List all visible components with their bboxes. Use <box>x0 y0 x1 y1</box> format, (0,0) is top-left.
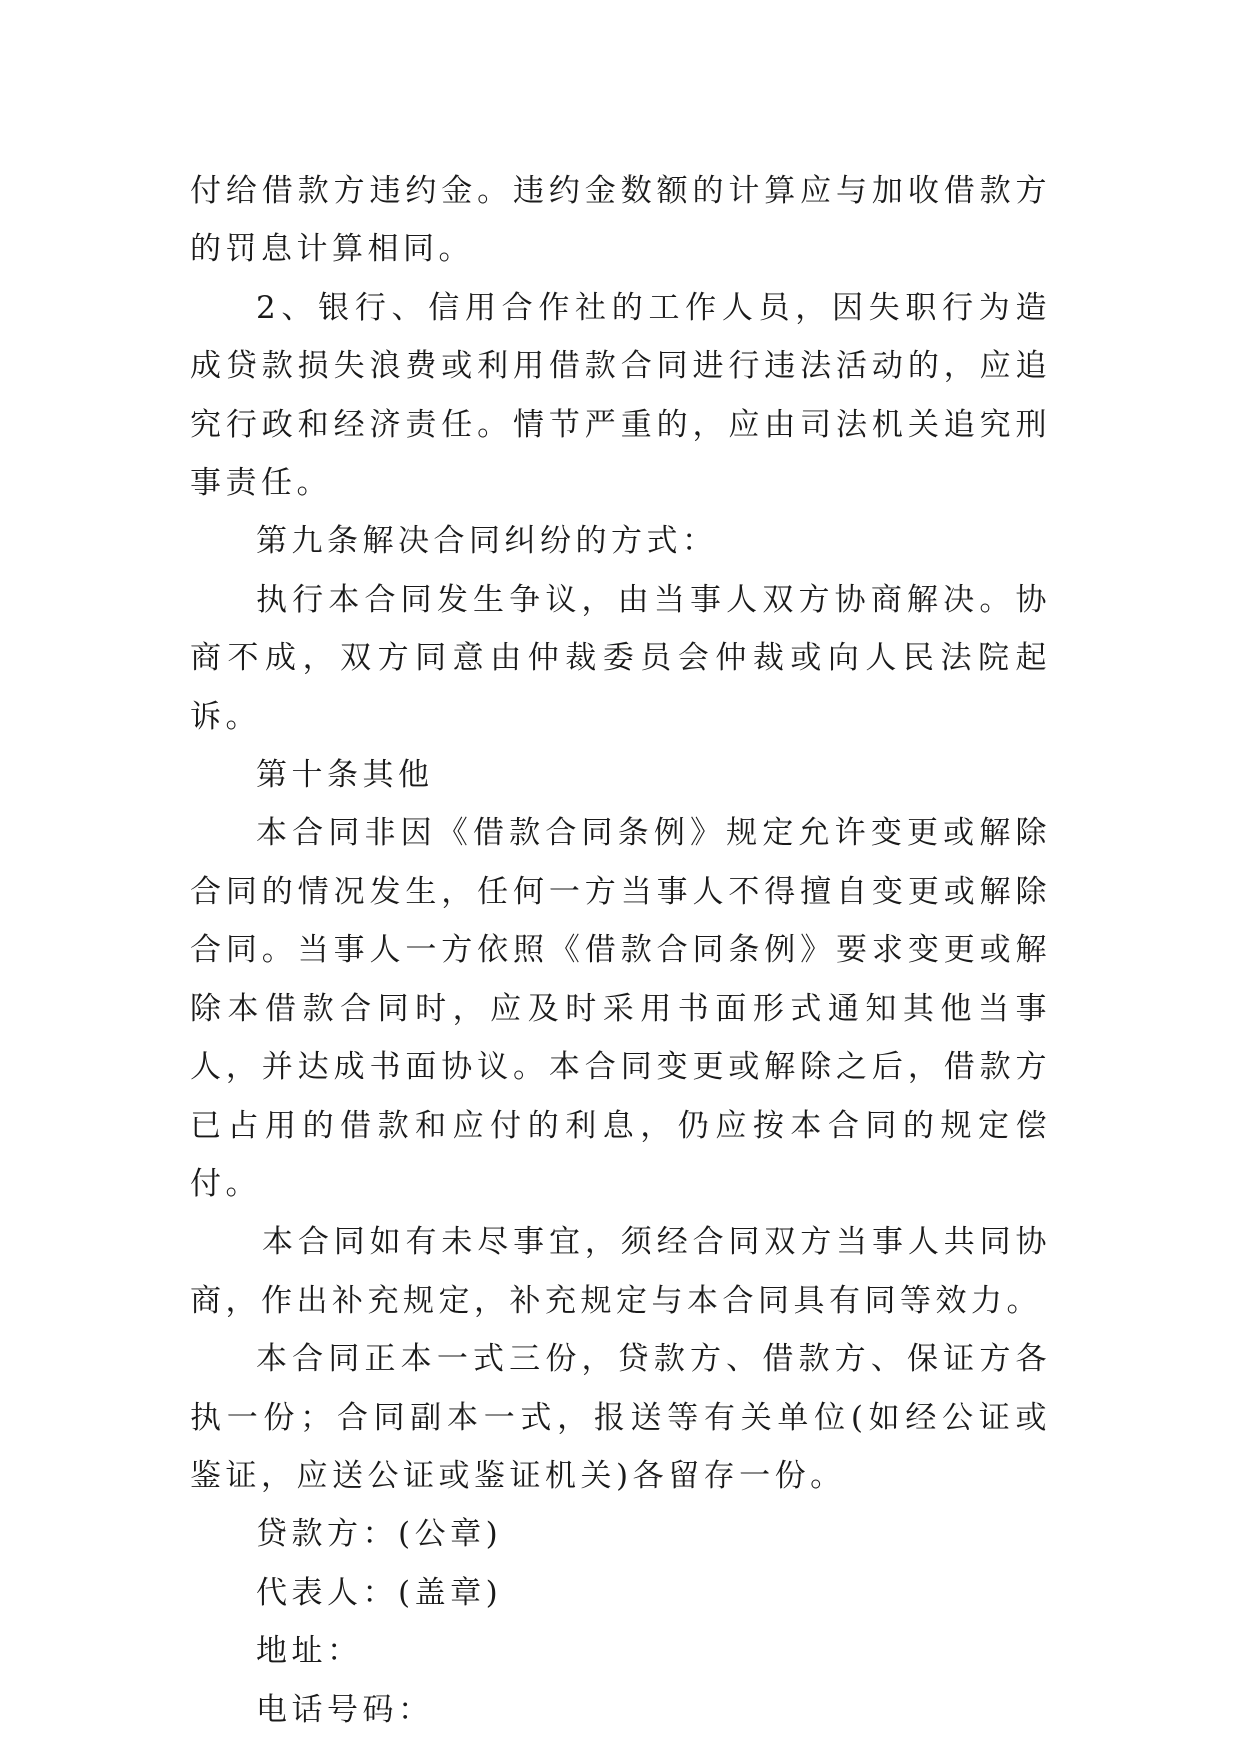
article-9-heading: 第九条解决合同纠纷的方式： <box>256 523 718 560</box>
document-body <box>190 162 1051 1739</box>
address-field: 地址： <box>256 1633 363 1670</box>
paragraph-supplementary-provisions: 本合同如有未尽事宜，须经合同双方当事人共同协商，作出补充规定，补充规定与本合同具有同等效力。 <box>190 1224 1051 1319</box>
paragraph-staff-liability: 2、银行、信用合作社的工作人员，因失职行为造成贷款损失浪费或利用借款合同进行违法活动的，应追究行政和经济责任。情节严重的，应由司法机关追究刑事责任。 <box>190 289 1051 502</box>
paragraph-contract-copies: 本合同正本一式三份，贷款方、借款方、保证方各执一份；合同副本一式，报送等有关单位(如经公证或鉴证，应送公证或鉴证机关)各留存一份。 <box>190 1341 1051 1494</box>
paragraph-contract-modification: 本合同非因《借款合同条例》规定允许变更或解除合同的情况发生，任何一方当事人不得擅自变更或解除合同。当事人一方依照《借款合同条例》要求变更或解除本借款合同时，应及时采用书面形式通知其他当事人，并达成书面协议。本合同变更或解除之后，借款方已占用的借款和应付的利息，仍应按本合同的规定偿付。 <box>190 815 1051 1202</box>
article-10-heading: 第十条其他 <box>256 757 434 794</box>
phone-number-field: 电话号码： <box>256 1691 434 1728</box>
paragraph-dispute-resolution: 执行本合同发生争议，由当事人双方协商解决。协商不成，双方同意由仲裁委员会仲裁或向人民法院起诉。 <box>190 581 1051 735</box>
signature-representative-field: 代表人：(盖章) <box>256 1574 503 1611</box>
signature-lender-field: 贷款方：(公章) <box>256 1516 503 1553</box>
paragraph-penalty-continuation: 付给借款方违约金。违约金数额的计算应与加收借款方的罚息计算相同。 <box>190 173 1051 268</box>
